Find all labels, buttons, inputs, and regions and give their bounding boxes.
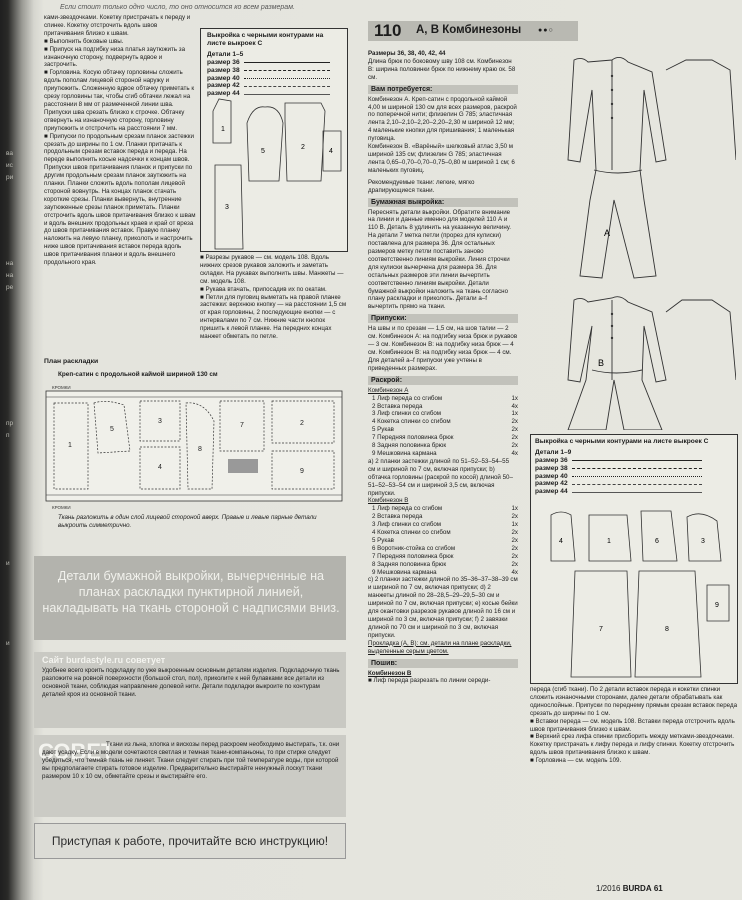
burdastyle-tip <box>34 652 346 728</box>
paragraph: переда (сгиб ткани). По 2 детали вставок переда и кокетки спинки сложить изнаночными сторонами, далее детали обрабатывать как одинослойные. Припуски по переднему прямым срезам вставок переда срезать до ширины по 1 см. <box>530 686 738 717</box>
pattern-thumbnail <box>201 81 347 251</box>
list-item: 7 Передняя половинка брюк 2х <box>372 552 518 560</box>
page-gutter: ва ис ри на на ре пр п и и <box>6 150 14 647</box>
right-column-text <box>530 686 738 765</box>
svg-text:5: 5 <box>110 426 114 433</box>
paragraph: ■ Горловина. Косую обтачку горловины сложить вдоль пополам лицевой стороной наружу и приутюжить. Сложенную вдвое обтачку приметать к срезу горловины так, чтобы сгиб обтачки лежал на расстоянии 8 мм от размеченной линии шва. Припуски шва срезать близко к строчке. Обтачку отвернуть на изнаночную сторону, горловину приутюжить и отстрочить на расстоянии 7 мм. <box>44 69 195 132</box>
list-item: 4 Кокетка спинки со сгибом 2х <box>372 529 518 537</box>
you-need-heading: Вам потребуется: <box>368 85 518 94</box>
tip-heading: Сайт burdastyle.ru советует <box>42 655 166 665</box>
pattern-box-heading: Выкройка с черными контурами на листе выкроек С <box>535 438 709 445</box>
svg-text:4: 4 <box>158 464 162 471</box>
cutting-list-b <box>368 505 518 576</box>
size-40: размер 40 <box>207 75 347 83</box>
pattern-box-details: Детали 1–5 <box>207 51 244 58</box>
svg-text:8: 8 <box>198 446 202 453</box>
pattern-sheet-box-2 <box>530 434 738 684</box>
pattern-thumbnail <box>531 501 737 681</box>
cutting-a-title: Комбинезон А <box>368 386 409 394</box>
pattern-sheet-box <box>200 28 348 252</box>
banner-text: Детали бумажной выкройки, вычерченные на планах раскладки пунктирной линией, накладывать на ткань стороной с надписями вниз. <box>42 569 340 615</box>
svg-text:1: 1 <box>221 126 225 133</box>
list-item: 1 Лиф переда со сгибом 1х <box>372 505 518 513</box>
layout-plan-title: План раскладки <box>44 358 99 365</box>
figure-label-a: А <box>604 228 611 238</box>
size-38: размер 38 <box>207 67 347 75</box>
size-legend <box>531 457 737 496</box>
svg-text:4: 4 <box>559 538 563 545</box>
list-item: 9 Мешковина кармана 4х <box>372 568 518 576</box>
list-item: 8 Задняя половинка брюк 2х <box>372 560 518 568</box>
svg-text:7: 7 <box>240 422 244 429</box>
model-description: Длина брюк по боковому шву 108 см. Комбинезон В: ширина половинки брюк по нижнему краю ок. 58 см. <box>368 57 516 81</box>
size-36: размер 36 <box>207 59 347 67</box>
paragraph: ■ Горловина — см. модель 109. <box>530 757 622 765</box>
paragraph: ками-звездочками. Кокетку пристрачать к переду и спинке. Кокетку отстрочить вдоль швов притачивания близко к швам. <box>44 14 191 37</box>
svg-text:6: 6 <box>655 538 659 545</box>
list-item: 3 Лиф спинки со сгибом 1х <box>372 521 518 529</box>
advice-heading: СОВЕТ <box>38 739 115 764</box>
size-44: размер 44 <box>207 90 347 98</box>
middle-column-text <box>200 254 350 341</box>
size-42: размер 42 <box>207 82 347 90</box>
garment-illustrations <box>516 50 736 430</box>
paper-pattern-heading: Бумажная выкройка: <box>368 198 518 207</box>
list-item: 5 Рукав 2х <box>372 426 518 434</box>
cutting-b-title: Комбинезон В <box>368 497 409 505</box>
paragraph: ■ Выполнить боковые швы. <box>44 37 124 45</box>
svg-text:4: 4 <box>329 148 333 155</box>
pattern-placement-banner <box>34 556 346 640</box>
model-title-bar <box>368 21 578 41</box>
brand-name: BURDA <box>622 884 652 893</box>
svg-text:5: 5 <box>261 148 265 155</box>
svg-text:9: 9 <box>715 602 719 609</box>
instructions-column <box>368 50 518 685</box>
list-item: 8 Задняя половинка брюк 2х <box>372 442 518 450</box>
model-sizes: Размеры 36, 38, 40, 42, 44 <box>368 50 446 57</box>
list-item: 4 Кокетка спинки со сгибом 2х <box>372 418 518 426</box>
materials-b: Комбинезон В. «Варёный» шелковый атлас 3,50 м шириной 135 см; флизелин G 785; эластичная лента 0,65–0,70–0,70–0,75–0,80 м шириной 1 см; 6 маленьких пуговиц. <box>368 143 515 174</box>
cutting-list-a <box>368 395 518 458</box>
paragraph: ■ Припуск на подгибку низа платья заутюжить за изнаночную сторону, подвернуть вдвое и застрочить. <box>44 45 186 69</box>
svg-text:3: 3 <box>225 204 229 211</box>
interfacing-note: Прокладка (А, В): см. детали на плане раскладки, выделенные серым цветом. <box>368 639 512 655</box>
size-36: размер 36 <box>535 457 737 465</box>
list-item: 7 Передняя половинка брюк 2х <box>372 434 518 442</box>
page-number: 61 <box>653 884 663 893</box>
list-item: 2 Вставка переда 4х <box>372 402 518 410</box>
cutting-a-notes: а) 2 планки застежки длиной по 51–52–53–54–55 см и шириной по 7 см, включая припуски; b) обтачка горловины (раскрой по косой) длиной 50–51–52–53–54 см и шириной 3,5 см, включая припуски. <box>368 457 513 497</box>
list-item: 3 Лиф спинки со сгибом 1х <box>372 410 518 418</box>
paragraph: ■ Петли для пуговиц выметать на правой планке застежки: верхнюю кнопку — на расстоянии 1,5 см от края горловины, 2 последующие кнопки — с интервалами по 7 см. Нижние части кнопок пришить к левой планке. На передних концах манжет обметать по петле. <box>200 293 347 341</box>
size-38: размер 38 <box>535 465 737 473</box>
layout-plan-subtitle: Креп-сатин с продольной каймой шириной 130 см <box>58 371 218 378</box>
paragraph: ■ Верхний срез лифа спинки присборить между метками-звездочками. Кокетку пристрачать к лифу переда и лифу спинки. Кокетку отстрочить вдоль швов притачивания близко к швам. <box>530 733 735 757</box>
materials-a: Комбинезон А. Креп-сатин с продольной каймой 4,00 м шириной 130 см для всех размеров, раскрой по поперечной нити; флизелин G 785; эластичная лента 2,10–2,10–2,20–2,20–2,30 м шириной 12 мм; 4 маленькие кнопки для пришивания; 1 маленькая пуговица. <box>368 95 517 143</box>
size-40: размер 40 <box>535 473 737 481</box>
reminder-text: Приступая к работе, прочитайте всю инструкцию! <box>51 834 329 848</box>
svg-text:9: 9 <box>300 468 304 475</box>
tip-text: Удобнее всего кроить подкладку по уже выкроенным основным деталям изделия. Подкладочную ткань разложите на ровной поверхности (большой стол, пол), приколите к ней булавками все детали из основной ткани, соблюдая направление долевой нити. Детали подкладки выкроите по контурам деталей кроя из основной ткани. <box>42 667 340 698</box>
page-footer <box>596 884 663 893</box>
svg-text:2: 2 <box>301 144 305 151</box>
selvage-top-label: КРОМКИ <box>52 385 71 390</box>
difficulty-indicator: ●●○ <box>538 27 554 34</box>
paragraph: ■ Рукава втачать, припосадив их по окатам. <box>200 285 327 293</box>
top-note: Если стоит только одно число, то оно относится ко всем размерам. <box>60 4 295 11</box>
advice-text: Ткани из льна, хлопка и вискозы перед раскроем необходимо выстирать, т.к. они дают усадку. Если в модели сочетаются светлая и темная ткани-компаньоны, то при стирке следует убедиться, что темная ткань не линяет. Ткани следует стирать при той температуре воды, при которой вы предполагаете стирать готовое изделие. Предварительно выстирайте ненужный лоскут ткани размером 10 х 10 см, обметайте срезы и выстирайте его. <box>42 741 340 780</box>
issue-number: 1/2016 <box>596 884 621 893</box>
svg-text:3: 3 <box>701 538 705 545</box>
sewing-heading: Пошив: <box>368 659 518 668</box>
paragraph: ■ Разрезы рукавов — см. модель 108. Вдоль нижних срезов рукавов заложить и заметать складки. На рукавах выполнить швы. Манжеты — см. модель 108. <box>200 254 344 285</box>
read-instructions-box <box>34 823 346 859</box>
pattern-box-details: Детали 1–9 <box>535 449 572 456</box>
left-column-text <box>44 14 196 267</box>
allowances-text: На швы и по срезам — 1,5 см, на шов талии — 2 см. Комбинезон А: на подгибку низа брюк и рукавов — 3 см. Комбинезон В: на подгибку низа брюк — 4 см. Комбинезон В: на подгибку низа брюк — 4 см. Для деталей а–f припуски уже учтены в приведенных размерах. <box>368 325 518 372</box>
paragraph: ■ Вставки переда — см. модель 108. Вставки переда отстрочить вдоль швов притачивания близко к швам. <box>530 717 735 733</box>
paragraph: ■ Припуски по продольным срезам планок застежки срезать до ширины по 1 см. Планки притачать к продольным срезам вставок переда и переда. На переде выполнить косые надсечки к концам швов. Припуски швов притачивания планок и припуски по другим продольным срезам планок заутюжить на планки. Планки сложить вдоль пополам лицевой стороной вовнутрь. На концах планок стачать короткие срезы. Планки вывернуть, внутренние заутюженные срезы планок приметать. Планки отстрочить вдоль швов притачивания близко к швам и вдоль внешних продольных краев и край от вреза до швов притачивания вставок. Правую планку наложить на левую планку, приколоть и настрочить ниже швов притачивания вставок переда вдоль швов притачивания планки и вдоль внешнего продольного края. <box>44 132 196 267</box>
recommended-fabrics: Рекомендуемые ткани: легкие, мягко драпирующиеся ткани. <box>368 178 475 194</box>
list-item: 1 Лиф переда со сгибом 1х <box>372 394 518 402</box>
svg-text:1: 1 <box>607 538 611 545</box>
sewing-text: ■ Лиф переда разрезать по линии середи- <box>368 677 491 685</box>
svg-text:3: 3 <box>158 418 162 425</box>
model-name: А, В Комбинезоны <box>416 24 522 36</box>
figure-label-b: В <box>598 358 605 368</box>
size-42: размер 42 <box>535 480 737 488</box>
selvage-bottom-label: КРОМКИ <box>52 505 71 510</box>
sewing-subheading: Комбинезон В <box>368 669 412 677</box>
pattern-box-heading: Выкройка с черными контурами на листе выкроек С <box>207 32 324 47</box>
svg-text:7: 7 <box>599 626 603 633</box>
svg-text:8: 8 <box>665 626 669 633</box>
paper-pattern-text: Переснять детали выкройки. Обратите внимание на линии и данные именно для моделей 110 А и 110 В. Деталь 8 удлинить на указанную величину. На детали 7 метка петли (прорез для кулиски) поставлена для размера 36. Для остальных размеров метку петли поставить заново соответственно линиям выкройки. Линия строчки для кулиски вычерчена для размера 36. Для остальных размеров эти линии вычертить соответственно линиям выкройки. Детали бумажной выкройки наложить на ткань согласно плану раскладки и приколоть. Детали а–f вычертить прямо на ткани. <box>368 208 511 311</box>
allowances-heading: Припуски: <box>368 314 518 323</box>
cutting-b-notes: c) 2 планки застежки длиной по 35–36–37–38–39 см и шириной по 7 см, включая припуски; d) 2 манжеты длиной по 28–28,5–29–29,5–30 см и шириной по 7 см, включая припуски; e) косые бейки для окантовки разрезов рукавов длиной по 16 см и шириной по 3 см, включая припуски; f) 2 завязки длиной по 70 см и шириной по 3 см, включая припуски. <box>368 576 518 639</box>
size-44: размер 44 <box>535 488 737 496</box>
model-number: 110 <box>374 21 402 40</box>
list-item: 5 Рукав 2х <box>372 536 518 544</box>
list-item: 2 Вставка переда 2х <box>372 513 518 521</box>
list-item: 9 Мешковина кармана 4х <box>372 449 518 457</box>
layout-plan-diagram <box>44 381 344 511</box>
svg-text:2: 2 <box>300 420 304 427</box>
cutting-heading: Раскрой: <box>368 376 518 385</box>
advice-box <box>34 735 346 817</box>
svg-text:1: 1 <box>68 442 72 449</box>
list-item: 6 Воротник-стойка со сгибом 2х <box>372 544 518 552</box>
layout-plan-caption: Ткань разложить в один слой лицевой стороной вверх. Правые и левые парные детали выкроить симметрично. <box>58 514 317 529</box>
